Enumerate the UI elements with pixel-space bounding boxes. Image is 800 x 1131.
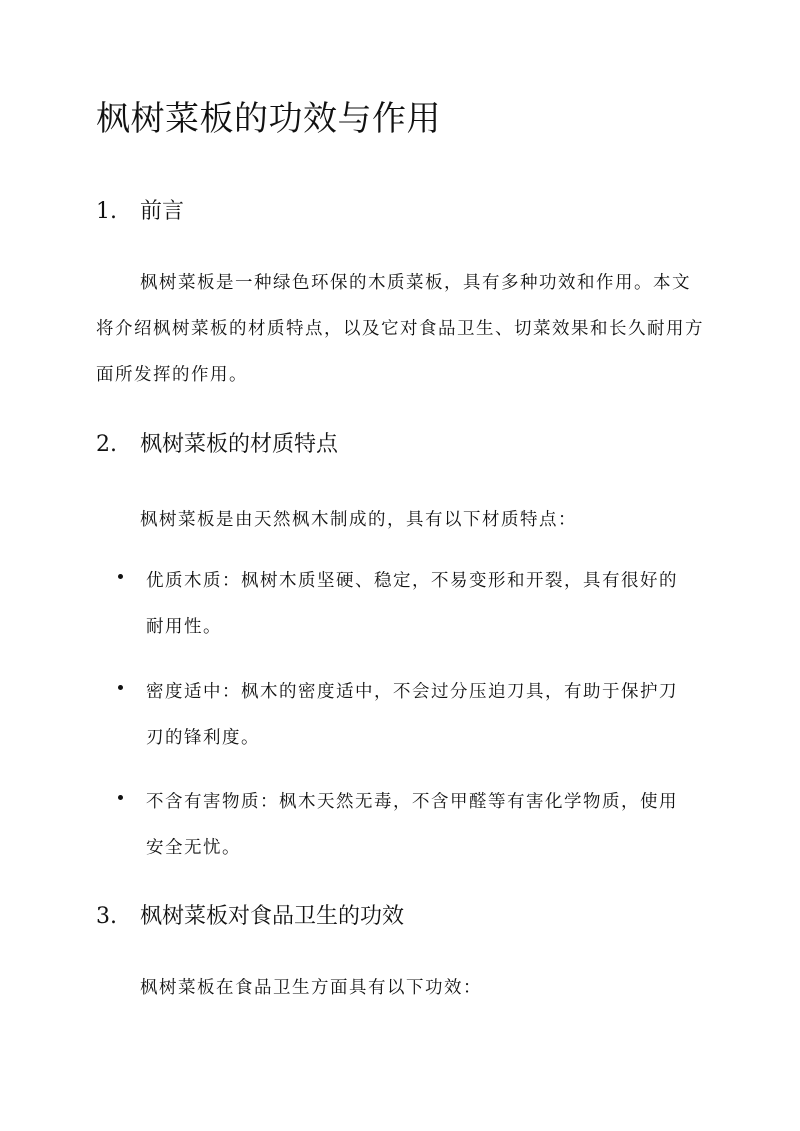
- section-heading-3: [96, 901, 404, 933]
- section-paragraph-1: 枫树菜板是一种绿色环保的木质菜板，具有多种功效和作用。本文将介绍枫树菜板的材质特点，以及它对食品卫生、切菜效果和长久耐用方面所发挥的作用。: [96, 273, 704, 385]
- bullet-dot: [118, 795, 123, 800]
- section-heading-text: 枫树菜板的材质特点: [140, 432, 339, 457]
- document-title: 枫树菜板的功效与作用: [96, 99, 441, 139]
- section-lead-2: 枫树菜板是由天然枫木制成的，具有以下材质特点：: [140, 510, 577, 530]
- list-item-text: 优质木质：枫树木质坚硬、稳定，不易变形和开裂，具有很好的耐用性。: [146, 571, 678, 637]
- list-item: [118, 669, 698, 761]
- list-item-text: 不含有害物质：枫木天然无毒，不含甲醛等有害化学物质，使用安全无忧。: [146, 792, 678, 858]
- section-number: 1.: [96, 199, 117, 224]
- list-item: [118, 779, 698, 871]
- section-heading-text: 枫树菜板对食品卫生的功效: [140, 904, 405, 929]
- list-item-text: 密度适中：枫木的密度适中，不会过分压迫刀具，有助于保护刀刃的锋利度。: [146, 682, 678, 748]
- section-heading-2: [96, 429, 338, 461]
- bullet-dot: [118, 685, 123, 690]
- section-heading-1: [96, 196, 184, 228]
- section-lead-3: 枫树菜板在食品卫生方面具有以下功效：: [140, 978, 482, 998]
- bullet-dot: [118, 574, 123, 579]
- section-number: 2.: [96, 432, 117, 457]
- section-number: 3.: [96, 904, 117, 929]
- list-item: [118, 558, 698, 650]
- section-heading-text: 前言: [140, 199, 185, 224]
